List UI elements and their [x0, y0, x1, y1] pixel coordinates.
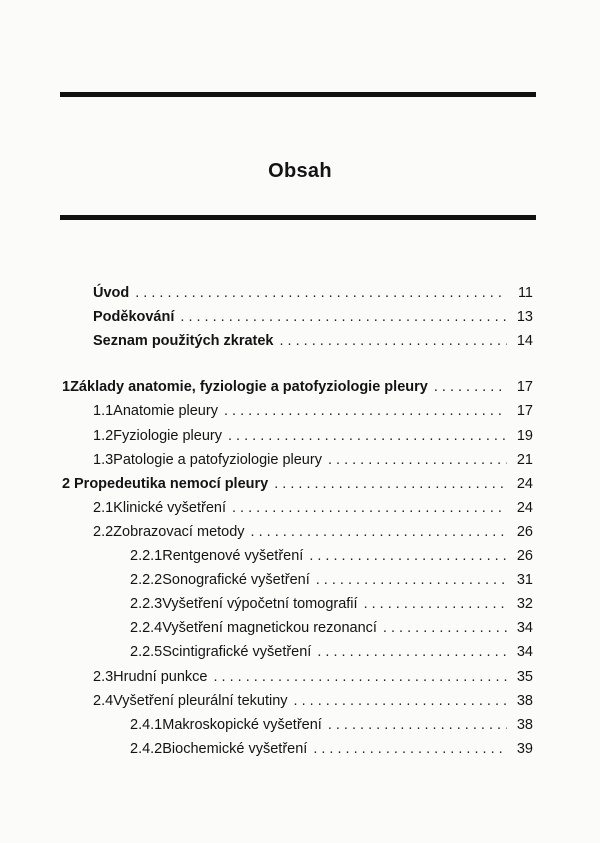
toc-entry-label: Zobrazovací metody	[113, 524, 245, 540]
toc-entry-page: 14	[516, 333, 533, 349]
toc-entry-label: Fyziologie pleury	[113, 428, 222, 444]
toc-entry-number: 1.3	[93, 452, 114, 468]
toc-entry-page: 32	[516, 596, 533, 612]
toc-entry-podekovani[interactable]	[93, 306, 533, 328]
leader-dots	[280, 330, 508, 352]
toc-entry-zkratky[interactable]	[93, 330, 533, 352]
toc-entry-number: 2.4.1	[130, 717, 163, 733]
leader-dots	[328, 714, 507, 736]
toc-entry-page: 34	[516, 644, 533, 660]
toc-entry-number: 2.4	[93, 693, 114, 709]
toc-entry-label: Scintigrafické vyšetření	[162, 644, 312, 660]
leader-dots	[232, 497, 507, 519]
leader-dots	[228, 425, 507, 447]
toc-entry-number: 2.2	[93, 524, 114, 540]
toc-entry-number: 2.2.5	[130, 644, 163, 660]
toc-chapter-1[interactable]	[62, 376, 533, 398]
toc-entry-page: 39	[516, 741, 533, 757]
toc-entry-label: Propedeutika nemocí pleury	[74, 476, 269, 492]
toc-entry-number: 1.2	[93, 428, 114, 444]
toc-entry-uvod[interactable]	[93, 282, 533, 304]
toc-chapter-2[interactable]	[62, 473, 533, 495]
toc-entry-number: 1.1	[93, 403, 114, 419]
toc-entry-page: 31	[516, 572, 533, 588]
toc-entry-label: Vyšetření magnetickou rezonancí	[162, 620, 377, 636]
leader-dots	[224, 400, 507, 422]
leader-dots	[434, 376, 507, 398]
leader-dots	[364, 593, 507, 615]
toc-entry-number: 2.2.4	[130, 620, 163, 636]
toc-entry-label: Patologie a patofyziologie pleury	[113, 452, 322, 468]
toc-entry-page: 38	[516, 693, 533, 709]
toc-entry-label: Anatomie pleury	[113, 403, 218, 419]
leader-dots	[274, 473, 507, 495]
toc-section-2-2[interactable]	[93, 521, 533, 543]
toc-entry-page: 24	[516, 500, 533, 516]
toc-entry-number: 2.2.2	[130, 572, 163, 588]
toc-subsection-2-2-4[interactable]	[130, 617, 533, 639]
toc-subsection-2-2-3[interactable]	[130, 593, 533, 615]
toc-entry-label: Vyšetření pleurální tekutiny	[113, 693, 288, 709]
toc-entry-page: 38	[516, 717, 533, 733]
leader-dots	[135, 282, 507, 304]
toc-entry-label: Seznam použitých zkratek	[93, 333, 274, 349]
leader-dots	[251, 521, 507, 543]
toc-entry-number: 2.1	[93, 500, 114, 516]
toc-entry-label: Biochemické vyšetření	[162, 741, 308, 757]
leader-dots	[213, 666, 507, 688]
toc-entry-number: 2	[62, 476, 71, 492]
leader-dots	[328, 449, 507, 471]
toc-section-2-3[interactable]	[93, 666, 533, 688]
toc-entry-number: 1	[62, 379, 71, 395]
toc-entry-page: 19	[516, 428, 533, 444]
leader-dots	[180, 306, 507, 328]
toc-entry-number: 2.4.2	[130, 741, 163, 757]
toc-section-1-2[interactable]	[93, 425, 533, 447]
toc-entry-label: Úvod	[93, 285, 130, 301]
toc-entry-page: 17	[516, 403, 533, 419]
toc-entry-page: 13	[516, 309, 533, 325]
toc-entry-label: Poděkování	[93, 309, 175, 325]
leader-dots	[383, 617, 507, 639]
toc-section-1-1[interactable]	[93, 400, 533, 422]
toc-entry-page: 24	[516, 476, 533, 492]
toc-subsection-2-2-1[interactable]	[130, 545, 533, 567]
toc-section-1-3[interactable]	[93, 449, 533, 471]
page-title: Obsah	[268, 160, 332, 182]
leader-dots	[317, 641, 507, 663]
toc-entry-page: 35	[516, 669, 533, 685]
top-rule	[60, 92, 536, 97]
leader-dots	[313, 738, 507, 760]
leader-dots	[316, 569, 507, 591]
toc-entry-label: Vyšetření výpočetní tomografií	[162, 596, 358, 612]
toc-entry-label: Základy anatomie, fyziologie a patofyziologie pleury	[70, 379, 428, 395]
toc-section-2-4[interactable]	[93, 690, 533, 712]
toc-entry-label: Hrudní punkce	[113, 669, 208, 685]
toc-entry-label: Sonografické vyšetření	[162, 572, 310, 588]
toc-entry-page: 11	[517, 285, 533, 301]
toc-entry-page: 26	[516, 548, 533, 564]
toc-entry-page: 21	[516, 452, 533, 468]
bottom-rule	[60, 215, 536, 220]
toc-subsection-2-4-2[interactable]	[130, 738, 533, 760]
toc-entry-label: Klinické vyšetření	[113, 500, 226, 516]
toc-section-2-1[interactable]	[93, 497, 533, 519]
leader-dots	[309, 545, 507, 567]
toc-subsection-2-2-5[interactable]	[130, 641, 533, 663]
toc-subsection-2-2-2[interactable]	[130, 569, 533, 591]
leader-dots	[294, 690, 507, 712]
toc-subsection-2-4-1[interactable]	[130, 714, 533, 736]
toc-entry-page: 34	[516, 620, 533, 636]
toc-entry-label: Rentgenové vyšetření	[162, 548, 304, 564]
toc-entry-number: 2.2.3	[130, 596, 163, 612]
toc-entry-label: Makroskopické vyšetření	[162, 717, 322, 733]
toc-entry-number: 2.3	[93, 669, 114, 685]
toc-entry-page: 26	[516, 524, 533, 540]
toc-entry-number: 2.2.1	[130, 548, 163, 564]
toc-entry-page: 17	[516, 379, 533, 395]
